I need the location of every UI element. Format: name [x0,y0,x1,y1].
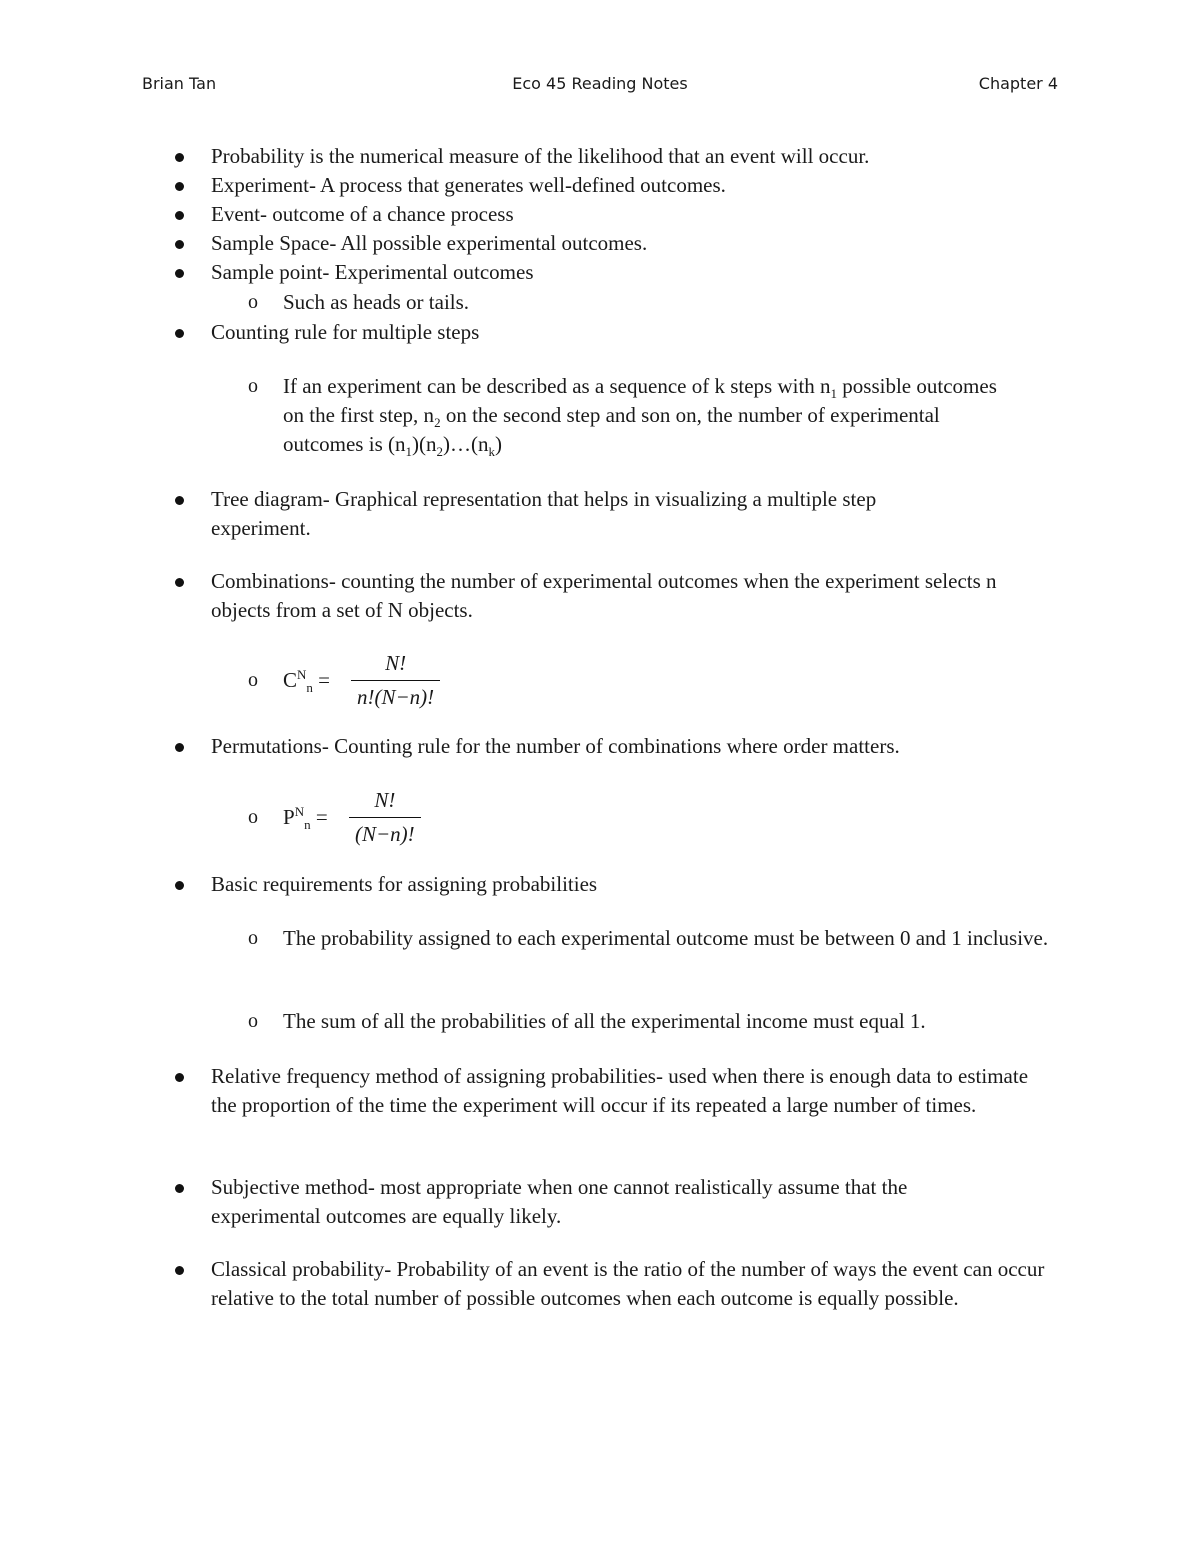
note-experiment: Experiment- A process that generates well-defined outcomes. [211,173,726,197]
list-item [211,1173,1011,1231]
note-requirement-1: The probability assigned to each experimental outcome must be between 0 and 1 inclusive. [283,926,1049,950]
bullet-icon [175,329,184,338]
sub-list-item [248,924,1063,953]
bullet-icon [175,578,184,587]
permutation-formula [248,786,483,846]
list-item [211,732,1061,761]
note-counting-rule: Counting rule for multiple steps [211,320,480,344]
note-requirement-2: The sum of all the probabilities of all the experimental income must equal 1. [283,1009,926,1033]
bullet-icon [175,211,184,220]
note-probability: Probability is the numerical measure of the likelihood that an event will occur. [211,144,870,168]
list-item [211,171,1061,200]
bullet-icon [175,743,184,752]
header-author: Brian Tan [142,74,217,93]
bullet-icon [175,153,184,162]
header-title: Eco 45 Reading Notes [512,74,688,93]
combination-formula [248,649,483,709]
sub-bullet-icon: o [248,806,258,828]
formula-fraction [351,649,440,712]
note-sample-point-example: Such as heads or tails. [283,290,470,314]
fraction-bar [351,680,440,681]
note-tree-diagram: Tree diagram- Graphical representation that helps in visualizing a multiple step experiment. [211,487,877,540]
list-item [211,258,1061,287]
sub-list-item [248,1007,1063,1036]
note-classical: Classical probability- Probability of an event is the ratio of the number of ways the event can occur relative to the total number of possible outcomes when each outcome is equally possible. [211,1257,1045,1310]
formula-lhs: $P^N_n$ = [283,804,328,833]
sub-list-item [248,288,1063,317]
formula-lhs: $C^N_n$ = [283,667,330,696]
bullet-icon [175,1266,184,1275]
list-item [211,1062,1051,1120]
bullet-icon [175,240,184,249]
list-item [211,318,1061,347]
sub-bullet-icon: o [248,927,258,949]
formula-numerator: N! [374,788,396,812]
formula-numerator: N! [385,651,407,675]
note-basic-requirements: Basic requirements for assigning probabilities [211,872,598,896]
sub-bullet-icon: o [248,375,258,397]
formula-fraction [349,786,421,849]
list-item [211,567,1031,625]
bullet-icon [175,269,184,278]
note-sample-space: Sample Space- All possible experimental outcomes. [211,231,648,255]
list-item [211,485,981,543]
bullet-icon [175,1073,184,1082]
header-chapter: Chapter 4 [978,74,1058,93]
bullet-icon [175,182,184,191]
sub-bullet-icon: o [248,291,258,313]
list-item [211,142,1061,171]
note-relative-frequency: Relative frequency method of assigning probabilities- used when there is enough data to estimate the proportion of the time the experiment will occur if its repeated a large number of times. [211,1064,1029,1117]
note-sample-point: Sample point- Experimental outcomes [211,260,534,284]
bullet-icon [175,881,184,890]
formula-denominator: n!(N−n)! [357,685,435,709]
sub-bullet-icon: o [248,1010,258,1032]
note-subjective: Subjective method- most appropriate when one cannot realistically assume that the experimental outcomes are equally likely. [211,1175,908,1228]
sub-list-item [248,372,1003,460]
sub-bullet-icon: o [248,669,258,691]
list-item [211,1255,1071,1313]
list-item [211,870,1061,899]
formula-denominator: (N−n)! [355,822,415,846]
bullet-icon [175,496,184,505]
note-combinations: Combinations- counting the number of experimental outcomes when the experiment selects n objects from a set of N objects. [211,569,997,622]
bullet-icon [175,1184,184,1193]
page-header [142,74,1058,98]
note-counting-rule-detail: If an experiment can be described as a sequence of k steps with $n_1$ possible outcomes on the first step, $n_2$ on the second step and son on, the number of experimental outcomes is $(n_1)(n_2)\dots(n_k)$ [283,374,997,460]
note-permutations: Permutations- Counting rule for the number of combinations where order matters. [211,734,900,758]
list-item [211,229,1061,258]
note-event: Event- outcome of a chance process [211,202,514,226]
list-item [211,200,1061,229]
fraction-bar [349,817,421,818]
